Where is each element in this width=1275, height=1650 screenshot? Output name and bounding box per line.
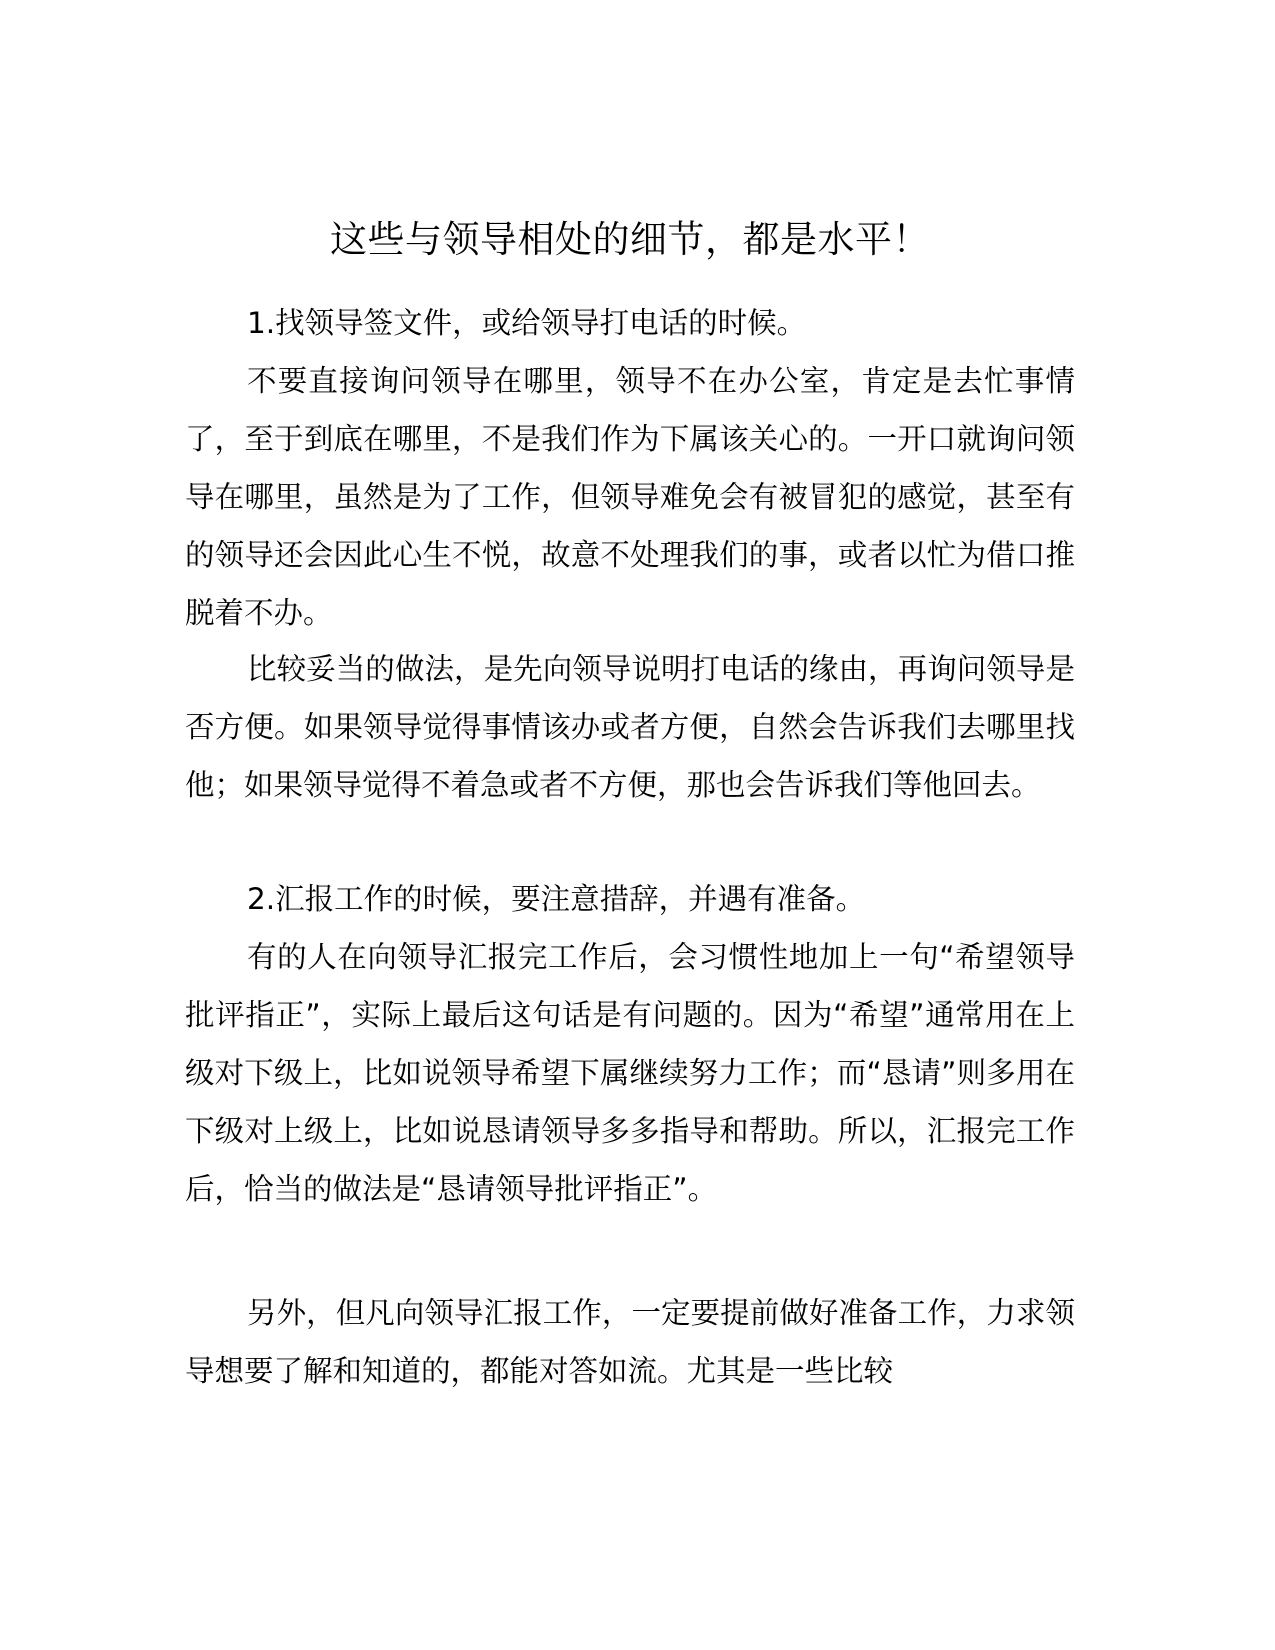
- paragraph-text: 不要直接询问领导在哪里，领导不在办公室，肯定是去忙事情了，至于到底在哪里，不是我们作为下属该关心的。一开口就询问领导在哪里，虽然是为了工作，但领导难免会有被冒犯的感觉，甚至有的领导还会因此心生不悦，故意不处理我们的事，或者以忙为借口推脱着不办。: [185, 364, 1075, 630]
- document-title: 这些与领导相处的细节，都是水平！: [330, 218, 930, 261]
- paragraph-heading-2: 2.汇报工作的时候，要注意措辞，并遇有准备。: [247, 882, 866, 916]
- paragraph-text: 比较妥当的做法，是先向领导说明打电话的缘由，再询问领导是否方便。如果领导觉得事情该办或者方便，自然会告诉我们去哪里找他；如果领导觉得不着急或者不方便，那也会告诉我们等他回去。: [185, 652, 1075, 802]
- paragraph-text: 有的人在向领导汇报完工作后，会习惯性地加上一句“希望领导批评指正”，实际上最后这句话是有问题的。因为“希望”通常用在上级对下级上，比如说领导希望下属继续努力工作；而“恳请”则多用在下级对上级上，比如说恳请领导多多指导和帮助。所以，汇报完工作后，恰当的做法是“恳请领导批评指正”。: [185, 940, 1075, 1206]
- paragraph-text: 另外，但凡向领导汇报工作，一定要提前做好准备工作，力求领导想要了解和知道的，都能对答如流。尤其是一些比较: [185, 1296, 1075, 1388]
- paragraph-heading-1: 1.找领导签文件，或给领导打电话的时候。: [247, 306, 807, 340]
